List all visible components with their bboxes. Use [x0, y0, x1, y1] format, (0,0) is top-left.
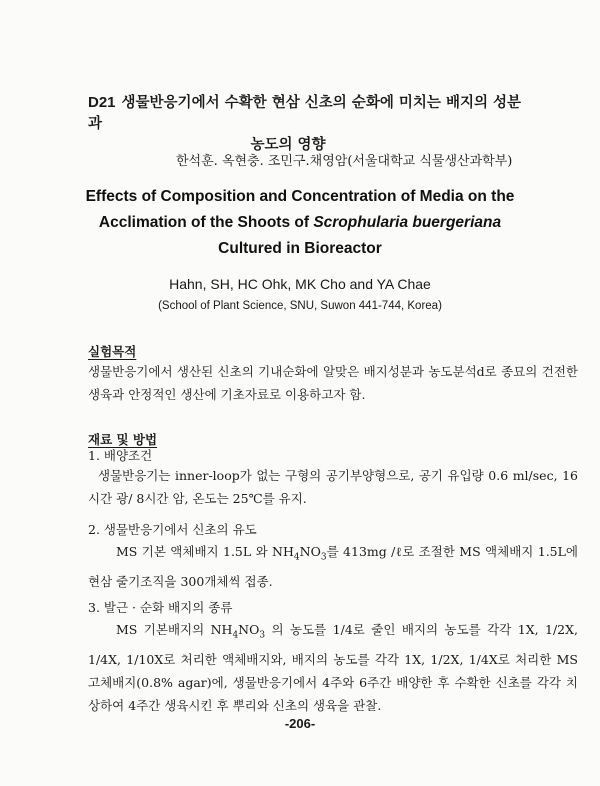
methods-heading: 재료 및 방법	[88, 432, 158, 447]
sub2-text	[88, 540, 578, 593]
sub3-text-b: NO	[238, 622, 260, 637]
english-title-line3: Cultured in Bioreactor	[218, 240, 382, 257]
sub3-text	[88, 618, 578, 717]
species-name: Scrophularia buergeriana	[313, 214, 502, 231]
sub2-text-c: 를 413mg /ℓ로 조절한 MS 액체배지 1.5L에 현삼 줄기조직을 300개체씩 접종.	[88, 544, 579, 589]
korean-title-line2: 농도의 영향	[250, 136, 326, 153]
sub2-title: 2. 생물반응기에서 신초의 유도	[88, 522, 257, 537]
sub3-title: 3. 발근 · 순화 배지의 종류	[88, 600, 233, 615]
objective-text: 생물반응기에서 생산된 신초의 기내순화에 알맞은 배지성분과 농도분석d로 종묘의 건전한 생육과 안정적인 생산에 기초자료로 이용하고자 함.	[88, 364, 578, 402]
abstract-code: D21	[88, 94, 116, 111]
sub3-text-a: MS 기본배지의 NH	[116, 622, 233, 637]
sub3-text-c: 의 농도를 1/4로 줄인 배지의 농도를 각각 1X, 1/2X, 1/4X, 1/10X로 처리한 액체배지와, 배지의 농도를 각각 1X, 1/2X, 1/4X로 처리한 MS 고체배지(0.8% agar)에, 생물반응기에서 4주와 6주간 배양한 후 수확한 신초를 각각 치상하여 4주간 생육시킨 후 뿌리와 신초의 생육을 관찰.	[88, 622, 578, 713]
english-authors: Hahn, SH, HC Ohk, MK Cho and YA Chae	[169, 276, 431, 292]
sub2-text-a: MS 기본 액체배지 1.5L 와 NH	[116, 544, 294, 559]
sub1-title: 1. 배양조건	[88, 448, 153, 463]
korean-title	[88, 92, 528, 155]
english-title	[60, 184, 540, 262]
sub2-subscript-3: 3	[320, 552, 327, 563]
sub2-subscript-4: 4	[293, 552, 300, 563]
page-number: -206-	[284, 716, 316, 731]
sub2-text-b: NO	[299, 544, 321, 559]
english-title-line2	[60, 210, 540, 236]
english-affiliation: (School of Plant Science, SNU, Suwon 441-744, Korea)	[158, 300, 442, 312]
sub1-text: 생물반응기는 inner-loop가 없는 구형의 공기부양형으로, 공기 유입량 0.6 ml/sec, 16시간 광/ 8시간 암, 온도는 25℃를 유지.	[88, 468, 578, 506]
english-title-line1: Effects of Composition and Concentration of Media on the	[85, 188, 515, 205]
objective-heading: 실험목적	[88, 344, 137, 359]
english-title-line2-prefix: Acclimation of the Shoots of	[98, 214, 314, 231]
korean-title-line1: 생물반응기에서 수확한 현삼 신초의 순화에 미치는 배지의 성분과	[88, 94, 522, 132]
sub3-subscript-4: 4	[232, 630, 239, 641]
korean-authors: 한석훈. 옥현충. 조민구.채영암(서울대학교 식물생산과학부)	[176, 154, 513, 169]
sub3-subscript-3: 3	[259, 630, 266, 641]
